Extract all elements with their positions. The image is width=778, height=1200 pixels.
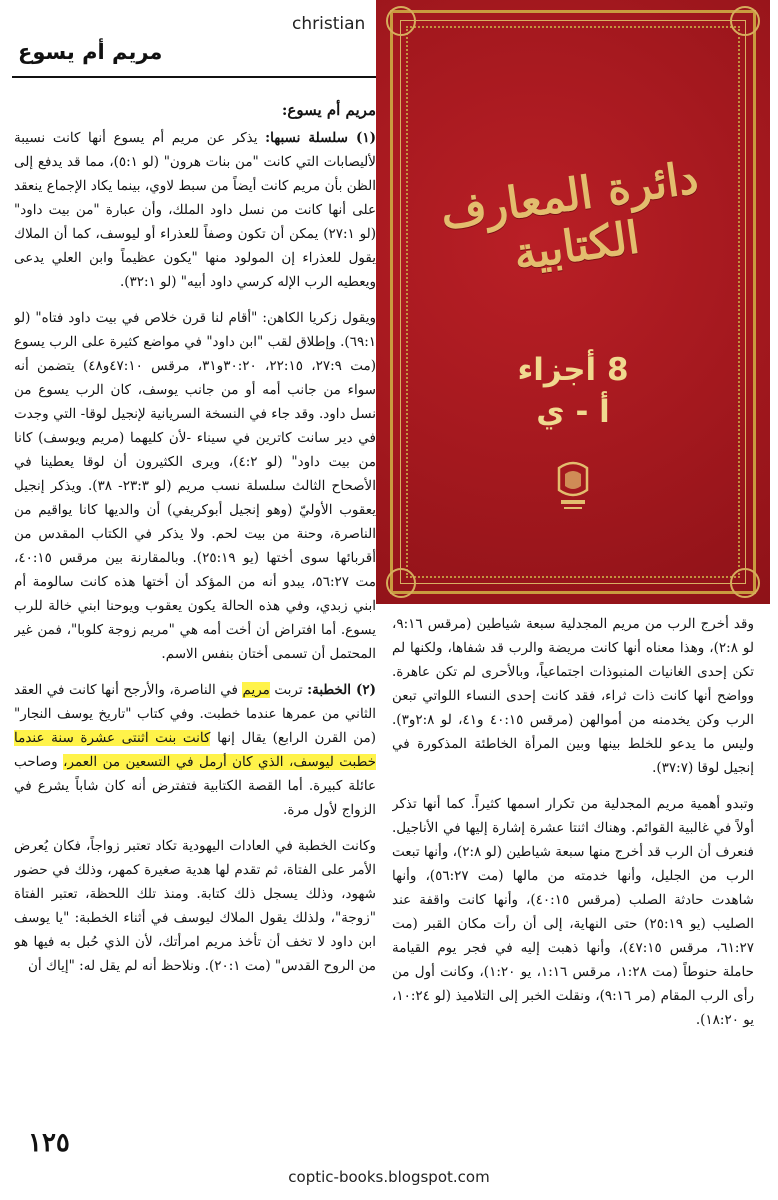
section-title: مريم أم يسوع: <box>281 101 376 119</box>
paragraph-text: يذكر عن مريم أم يسوع أنها كانت نسيبة لأليصابات التي كانت "من بنات هرون" (لو ٥:١)، مما قد يدفع إلى الظن بأن مريم كانت أيضاً من سبط لاوي، بينما يكاد الإجماع ينعقد على أنها كانت من نسل داود الملك، وأن عبارة "من بيت داود" (لو ٢٧:١) يمكن أن تكون وصفاً للعذراء أو ليوسف، كما أن الملاك يقول للعذراء إن المولود منها "يكون عظيماً وابن العلي يدعى ويعطيه الرب الإله كرسي داود أبيه" (لو ٣٢:١). <box>14 130 376 290</box>
header-rule <box>12 76 382 78</box>
page-number: ١٢٥ <box>28 1128 70 1158</box>
corner-ornament-icon <box>730 6 760 36</box>
cover-title: دائرة المعارف الكتابية <box>437 152 702 281</box>
paragraph-magdalene-importance: وتبدو أهمية مريم المجدلية من تكرار اسمها كثيراً. كما أنها تذكر أولاً في غالبية القوائم. وهناك اثنتا عشرة إشارة إليها في الأناجيل. فنعرف أن الرب قد أخرج منها سبعة شياطين (لو ٢:٨)، وأنها تبعت الرب من الجليل، وأنها خدمته من مالها (مت ٥٦:٢٧)، وأنها شاهدت حادثة الصلب (مرقس ٤٠:١٥)، وأنها كانت واقفة عند الصليب (يو ٢٥:١٩) حتى النهاية، إلى أن رأت مكان القبر (مت ٦١:٢٧، مرقس ٤٧:١٥)، وأنها ذهبت إليه في فجر يوم القيامة حاملة حنوطاً (مت ١:٢٨، مرقس ١:١٦، يو ١:٢٠)، وكانت أول من رأى الرب المقام (مر ٩:١٦)، ونقلت الخبر إلى التلاميذ (لو ١٠:٢٤، يو ١٨:٢٠). <box>392 796 754 1028</box>
corner-ornament-icon <box>730 568 760 598</box>
publisher-logo-icon <box>555 460 591 512</box>
paragraph-magdalene: وقد أخرج الرب من مريم المجدلية سبعة شياطين (مرقس ٩:١٦، لو ٢:٨)، وهذا معناه أنها كانت مريضة والرب قد شفاها، ولكنها لم تكن إحدى الغانيات المنبوذات اجتماعياً، وبالأحرى لم تكن عاهرة. وواضح أنها كانت ذات ثراء، فقد كانت إحدى النساء اللواتي تبعن الرب وكن يخدمنه من أموالهن (مرقس ٤٠:١٥ و٤١، لو ٢:٨و٣). وليس ما يدعو للخلط بينها وبين المرأة الخاطئة المذكورة في إنجيل لوقا (٣٧:٧). <box>392 616 754 776</box>
cover-letter-range: أ - ي <box>536 394 610 430</box>
footer-url: coptic-books.blogspot.com <box>288 1168 490 1186</box>
paragraph-customs: وكانت الخطبة في العادات اليهودية تكاد تعتبر زواجاً، فكان يُعرض الأمر على الفتاة، ثم تقدم لها هدية صغيرة كمهر، وذلك في حضور شهود، وذلك يسجل ذلك كتابة. ومنذ تلك اللحظة، تعتبر الفتاة "زوجة"، ولذلك يقول الملاك ليوسف في أثناء الخطبة: "يا يوسف ابن داود لا تخف أن تأخذ مريم امرأتك، لأن الذي حُبل به فيها هو من الروح القدس" (مت ٢٠:١). ونلاحظ أنه لم يقل له: "إياك أن <box>14 838 376 974</box>
left-column <box>14 98 376 1098</box>
right-column <box>392 612 754 1102</box>
paragraph-text: وصاحب عائلة كبيرة. أما القصة الكتابية فتفترض أنه كان شاباً يشرع في الزواج لأول مرة. <box>14 754 376 818</box>
paragraph-lead: (١) سلسلة نسبها: <box>265 130 376 146</box>
paragraph-lead: (٢) الخطبة: <box>307 682 376 698</box>
page-header-title: مريم أم يسوع <box>18 40 163 64</box>
corner-ornament-icon <box>386 6 416 36</box>
header-site-word: christian <box>292 14 366 34</box>
paragraph-text: تربت <box>269 682 308 698</box>
paragraph-lineage <box>14 126 376 294</box>
highlighted-text: كانت بنت اثنتى عشرة سنة عندما خطبت ليوسف، الذي كان أرمل في التسعين من العمر، <box>14 730 376 770</box>
paragraph-text: في الناصرة، والأرجح أنها كانت في العقد الثاني من عمرها عندما خطبت. وفي كتاب "تاريخ يوسف النجار" (من القرن الرابع) يقال إنها <box>14 682 376 746</box>
paragraph-zechariah: ويقول زكريا الكاهن: "أقام لنا قرن خلاص في بيت داود فتاه" (لو ٦٩:١). وإطلاق لقب "ابن داود" في مواضع كثيرة على الرب يسوع (مت ٢٧:٩، ٢٢:١٥، ٣٠:٢٠و٣١، مرقس ٤٧:١٠و٤٨) يتضمن أنه سواء من جانب أمه أو من جانب يوسف، كان الرب يسوع من نسل داود. وقد جاء في النسخة السريانية لإنجيل لوقا- التي وجدت في دير سانت كاترين في سيناء -لأن كليهما (مريم ويوسف) كانا من بيت داود" (لو ٤:٢)، ويرى الكثيرون أن لوقا يعطينا في الأصحاح الثالث سلسلة نسب مريم (لو ٢٣:٣- ٣٨). ويذكر إنجيل يعقوب الأوليّ (وهو إنجيل أبوكريفي) أن والديها كانا يواقيم من الناصرة، وحنة من بيت لحم. ولا يذكر في الكتاب المقدس من أقربائها سوى أختها (يو ٢٥:١٩). وبالمقارنة بين مرقس ٤٠:١٥، مت ٥٦:٢٧، يبدو أنه من المؤكد أن أختها هذه كانت سالومة أم ابني زبدي، وفي هذه الحالة يكون يعقوب ويوحنا ابني خالة للرب يسوع. أما افتراض أن أخت أمه هي "مريم زوجة كلوبا"، فمن غير المحتمل أن تسمى أختان بنفس الاسم. <box>14 310 376 662</box>
paragraph-betrothal <box>14 678 376 822</box>
corner-ornament-icon <box>386 568 416 598</box>
book-cover-image <box>376 0 770 604</box>
cover-volume-count: 8 أجزاء <box>517 352 629 388</box>
highlighted-text: مريم <box>242 682 270 698</box>
